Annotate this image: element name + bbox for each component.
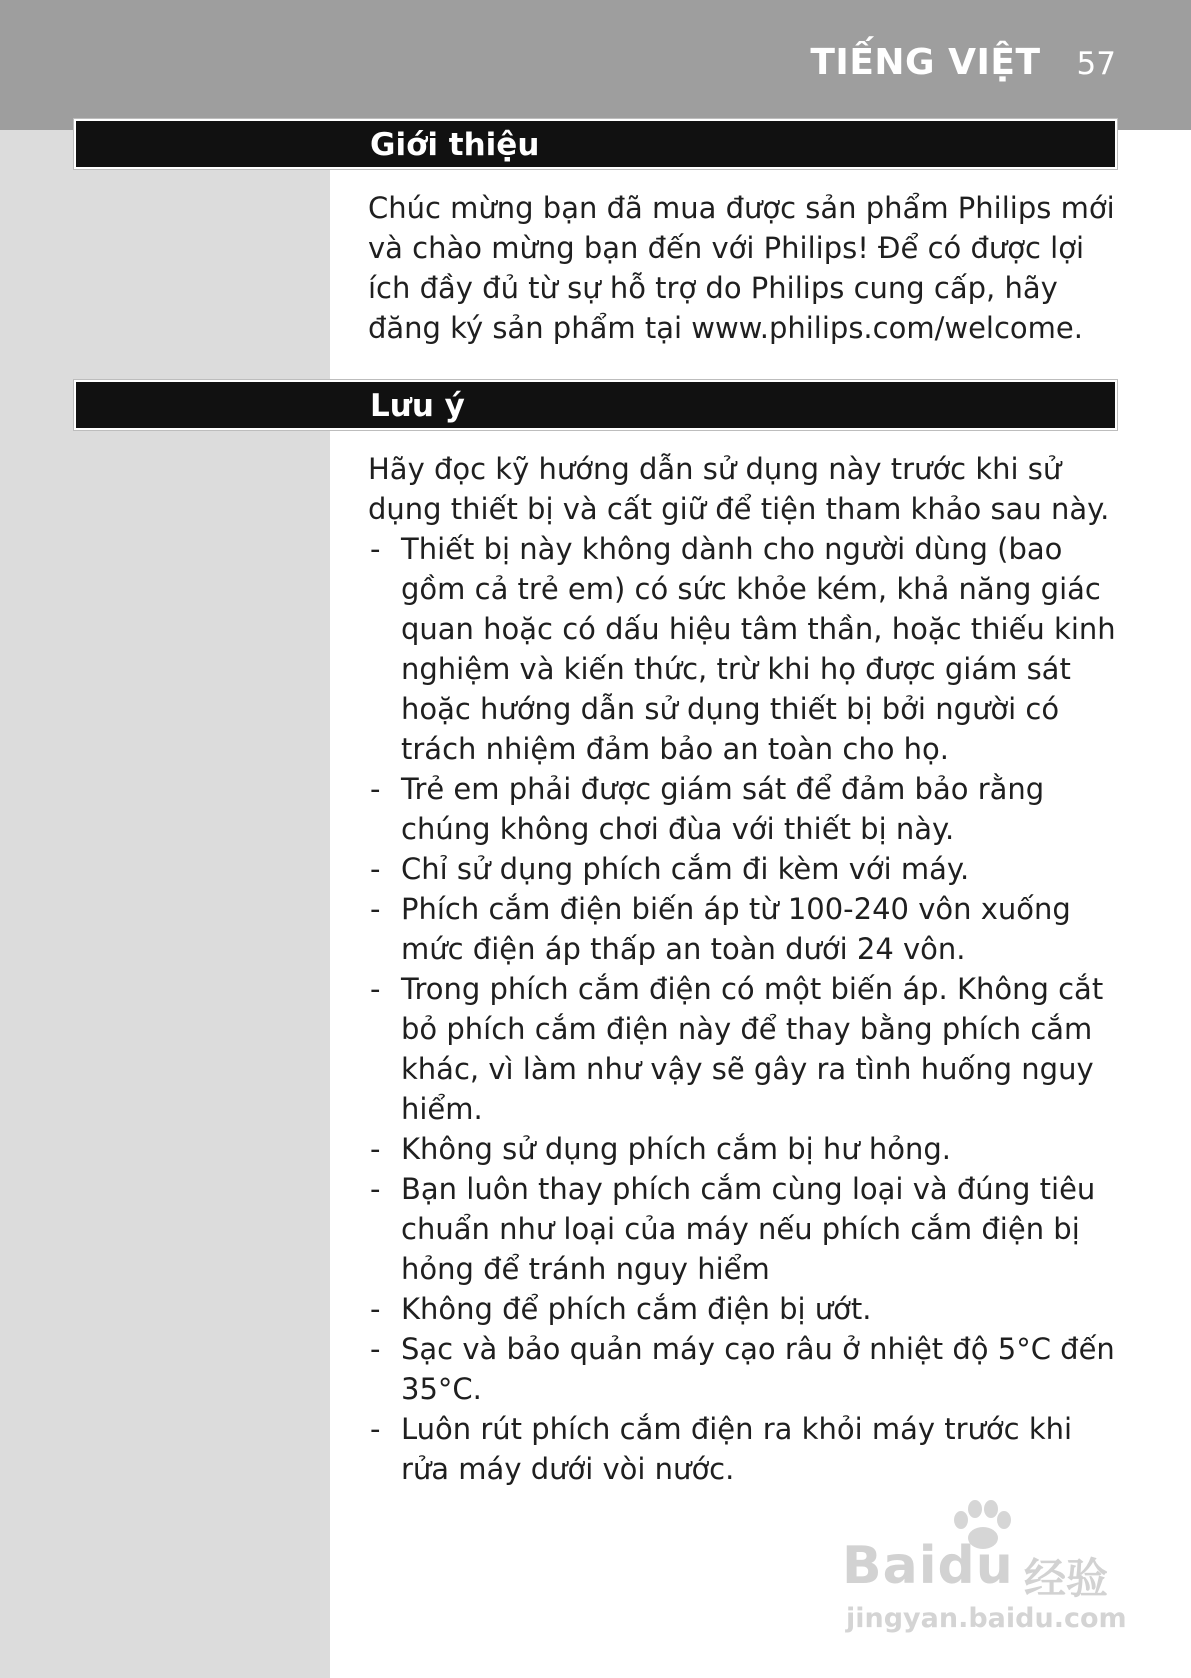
left-margin-column — [0, 130, 330, 1678]
page-header — [810, 42, 1116, 83]
section-header-introduction — [74, 119, 1117, 169]
list-item: - Trẻ em phải được giám sát để đảm bảo rằng chúng không chơi đùa với thiết bị này. — [368, 769, 1118, 849]
watermark-chinese: 经验 — [1024, 1554, 1109, 1603]
list-item: - Chỉ sử dụng phích cắm đi kèm với máy. — [368, 849, 1118, 889]
notes-intro-paragraph: Hãy đọc kỹ hướng dẫn sử dụng này trước khi sử dụng thiết bị và cất giữ để tiện tham khảo sau này. — [368, 452, 1110, 526]
list-item: - Sạc và bảo quản máy cạo râu ở nhiệt độ 5°C đến 35°C. — [368, 1329, 1118, 1409]
page-number: 57 — [1076, 46, 1116, 82]
watermark-brand: Baidu — [842, 1536, 1014, 1596]
baidu-watermark — [842, 1500, 1127, 1640]
warnings-list — [368, 529, 1118, 1489]
list-item: - Phích cắm điện biến áp từ 100-240 vôn xuống mức điện áp thấp an toàn dưới 24 vôn. — [368, 889, 1118, 969]
list-item: - Bạn luôn thay phích cắm cùng loại và đúng tiêu chuẩn như loại của máy nếu phích cắm điện bị hỏng để tránh nguy hiểm — [368, 1169, 1118, 1289]
list-item: - Không sử dụng phích cắm bị hư hỏng. — [368, 1129, 1118, 1169]
section-header-notes — [74, 380, 1117, 430]
notes-content — [368, 449, 1118, 1489]
list-item: - Thiết bị này không dành cho người dùng (bao gồm cả trẻ em) có sức khỏe kém, khả năng giác quan hoặc có dấu hiệu tâm thần, hoặc thiếu kinh nghiệm và kiến thức, trừ khi họ được giám sát hoặc hướng dẫn sử dụng thiết bị bởi người có trách nhiệm đảm bảo an toàn cho họ. — [368, 529, 1118, 769]
watermark-url: jingyan.baidu.com — [846, 1603, 1127, 1634]
introduction-paragraph: Chúc mừng bạn đã mua được sản phẩm Philips mới và chào mừng bạn đến với Philips! Để có được lợi ích đầy đủ từ sự hỗ trợ do Philips cung cấp, hãy đăng ký sản phẩm tại www.philips.com/welcome. — [368, 191, 1115, 345]
list-item: - Luôn rút phích cắm điện ra khỏi máy trước khi rửa máy dưới vòi nước. — [368, 1409, 1118, 1489]
list-item: - Không để phích cắm điện bị ướt. — [368, 1289, 1118, 1329]
list-item: - Trong phích cắm điện có một biến áp. Không cắt bỏ phích cắm điện này để thay bằng phích cắm khác, vì làm như vậy sẽ gây ra tình huống nguy hiểm. — [368, 969, 1118, 1129]
section-title: Giới thiệu — [370, 127, 540, 163]
section-title: Lưu ý — [370, 388, 465, 424]
language-title: TIẾNG VIỆT — [810, 42, 1041, 83]
